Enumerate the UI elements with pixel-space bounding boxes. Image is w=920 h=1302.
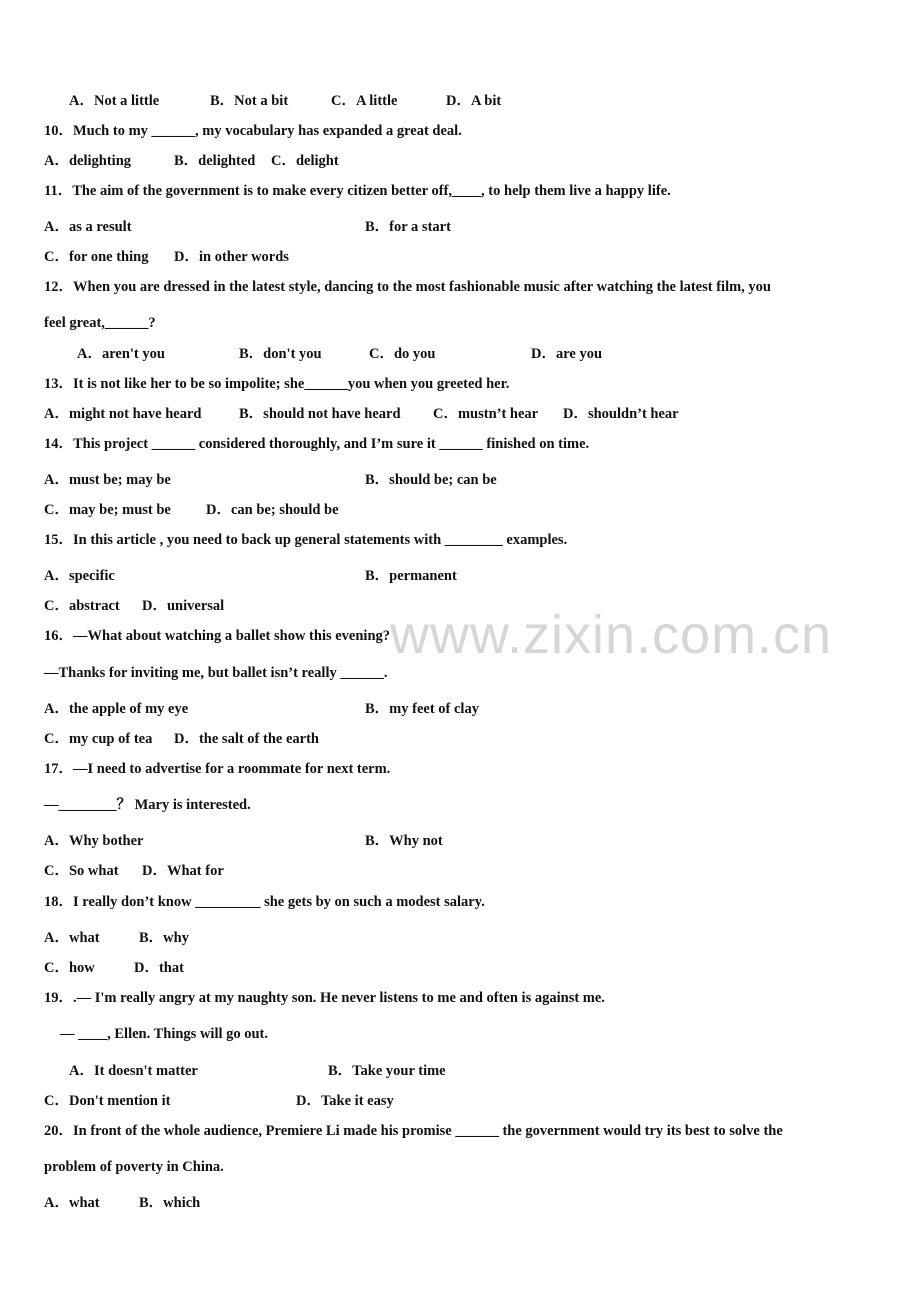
q14-option-c: C．may be; must be	[44, 502, 171, 518]
q13-stem: 13．It is not like her to be so impolite; she______you when you greeted her.	[44, 376, 510, 392]
q17-stem: 17．—I need to advertise for a roommate for next term.	[44, 761, 391, 777]
q19-option-b: B．Take your time	[328, 1063, 446, 1079]
q19-option-c: C．Don't mention it	[44, 1093, 171, 1109]
q19-reply: — ____, Ellen. Things will go out.	[60, 1026, 269, 1042]
q11-option-c: C．for one thing	[44, 249, 149, 265]
q20-stem-continued: problem of poverty in China.	[44, 1159, 224, 1175]
q11-option-d: D．in other words	[174, 249, 289, 265]
q12-option-c: C．do you	[369, 346, 436, 362]
q10-stem: 10．Much to my ______, my vocabulary has expanded a great deal.	[44, 123, 462, 139]
q9-option-c: C．A little	[331, 93, 398, 109]
q15-option-c: C．abstract	[44, 598, 120, 614]
q16-option-a: A．the apple of my eye	[44, 701, 189, 717]
q15-option-d: D．universal	[142, 598, 225, 614]
q18-option-d: D．that	[134, 960, 184, 976]
q18-option-a: A．what	[44, 930, 100, 946]
q16-stem: 16．—What about watching a ballet show this evening?	[44, 628, 391, 644]
q9-option-d: D．A bit	[446, 93, 502, 109]
q14-option-b: B．should be; can be	[365, 472, 497, 488]
q15-stem: 15．In this article , you need to back up general statements with ________ examples.	[44, 532, 568, 548]
q17-reply: —________？ Mary is interested.	[44, 797, 251, 813]
q16-option-b: B．my feet of clay	[365, 701, 479, 717]
q15-option-a: A．specific	[44, 568, 115, 584]
q12-option-b: B．don't you	[239, 346, 322, 362]
q12-stem-continued: feel great,______?	[44, 315, 156, 331]
q10-option-b: B．delighted	[174, 153, 256, 169]
q13-option-a: A．might not have heard	[44, 406, 202, 422]
q20-option-a: A．what	[44, 1195, 100, 1211]
q11-stem: 11．The aim of the government is to make every citizen better off,____, to help them live a happy life.	[44, 183, 671, 199]
q10-option-c: C．delight	[271, 153, 339, 169]
q13-option-b: B．should not have heard	[239, 406, 401, 422]
q17-option-a: A．Why bother	[44, 833, 144, 849]
q20-stem: 20．In front of the whole audience, Premiere Li made his promise ______ the government would try its best to solve the	[44, 1123, 783, 1139]
q12-option-d: D．are you	[531, 346, 603, 362]
q13-option-d: D．shouldn’t hear	[563, 406, 679, 422]
q9-option-b: B．Not a bit	[210, 93, 289, 109]
q18-stem: 18．I really don’t know _________ she gets by on such a modest salary.	[44, 894, 485, 910]
q17-option-d: D．What for	[142, 863, 224, 879]
q20-option-b: B．which	[139, 1195, 201, 1211]
q15-option-b: B．permanent	[365, 568, 457, 584]
q9-option-a: A．Not a little	[69, 93, 160, 109]
q14-stem: 14．This project ______ considered thoroughly, and I’m sure it ______ finished on time.	[44, 436, 590, 452]
q17-option-c: C．So what	[44, 863, 119, 879]
q11-option-a: A．as a result	[44, 219, 132, 235]
q16-option-c: C．my cup of tea	[44, 731, 153, 747]
q12-stem: 12．When you are dressed in the latest style, dancing to the most fashionable music after watching the latest film, you	[44, 279, 771, 295]
q10-option-a: A．delighting	[44, 153, 132, 169]
q16-reply: —Thanks for inviting me, but ballet isn’t really ______.	[44, 665, 388, 681]
q11-option-b: B．for a start	[365, 219, 451, 235]
q17-option-b: B．Why not	[365, 833, 443, 849]
q19-stem: 19．.— I'm really angry at my naughty son. He never listens to me and often is against me.	[44, 990, 605, 1006]
q18-option-c: C．how	[44, 960, 95, 976]
q14-option-a: A．must be; may be	[44, 472, 171, 488]
watermark: www.zixin.com.cn	[390, 605, 833, 665]
q18-option-b: B．why	[139, 930, 189, 946]
q16-option-d: D．the salt of the earth	[174, 731, 319, 747]
q14-option-d: D．can be; should be	[206, 502, 339, 518]
q13-option-c: C．mustn’t hear	[433, 406, 539, 422]
q19-option-d: D．Take it easy	[296, 1093, 394, 1109]
q19-option-a: A．It doesn't matter	[69, 1063, 198, 1079]
q12-option-a: A．aren't you	[77, 346, 165, 362]
